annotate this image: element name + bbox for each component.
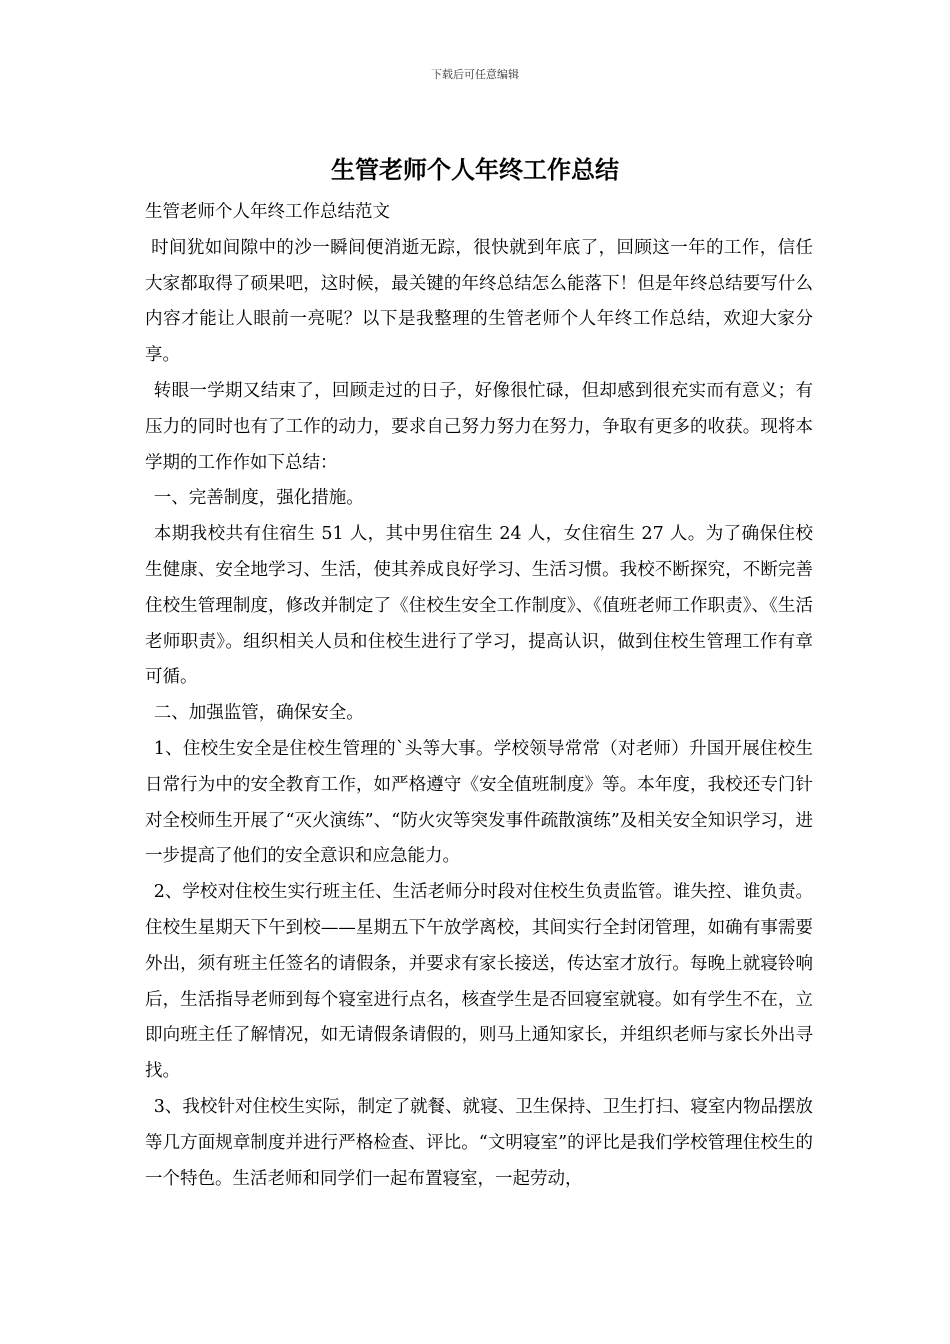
header-note: 下载后可任意编辑 [431,68,519,81]
section-heading-1: 一、完善制度，强化措施。 [153,488,364,509]
intro-paragraph: 时间犹如间隙中的沙一瞬间便消逝无踪，很快就到年底了，回顾这一年的工作，信任大家都取得了硕果吧，这时候，最关键的年终总结怎么能落下！但是年终总结要写什么内容才能让人眼前一亮呢？以下是我整理的生管老师个人年终工作总结，欢迎大家分享。 [145,237,813,366]
section-heading-2: 二、加强监管，确保安全。 [153,703,364,724]
section-2-item-2: 2、学校对住校生实行班主任、生活老师分时段对住校生负责监管。谁失控、谁负责。住校生星期天下午到校——星期五下午放学离校，其间实行全封闭管理，如确有事需要外出，须有班主任签名的请假条，并要求有家长接送，传达室才放行。每晚上就寝铃响后，生活指导老师到每个寝室进行点名，核查学生是否回寝室就寝。如有学生不在，立即向班主任了解情况，如无请假条请假的，则马上通知家长，并组织老师与家长外出寻找。 [145,882,813,1082]
overview-paragraph: 转眼一学期又结束了，回顾走过的日子，好像很忙碌，但却感到很充实而有意义；有压力的同时也有了工作的动力，要求自己努力努力在努力，争取有更多的收获。现将本学期的工作作如下总结： [145,380,813,473]
document-body [145,195,813,1197]
subtitle-paragraph: 生管老师个人年终工作总结范文 [145,202,390,222]
section-2-item-3: 3、我校针对住校生实际，制定了就餐、就寝、卫生保持、卫生打扫、寝室内物品摆放等几方面规章制度并进行严格检查、评比。“文明寝室”的评比是我们学校管理住校生的一个特色。生活老师和同学们一起布置寝室，一起劳动， [145,1096,813,1189]
section-1-paragraph: 本期我校共有住宿生 51 人，其中男住宿生 24 人，女住宿生 27 人。为了确保住校生健康、安全地学习、生活，使其养成良好学习、生活习惯。我校不断探究，不断完善住校生管理制度，修改并制定了《住校生安全工作制度》、《值班老师工作职责》、《生活老师职责》。组织相关人员和住校生进行了学习，提高认识，做到住校生管理工作有章可循。 [145,524,813,688]
section-2-item-1: 1、住校生安全是住校生管理的`头等大事。学校领导常常（对老师）升国开展住校生日常行为中的安全教育工作，如严格遵守《安全值班制度》等。本年度，我校还专门针对全校师生开展了“灭火演练”、“防火灾等突发事件疏散演练”及相关安全知识学习，进一步提高了他们的安全意识和应急能力。 [145,738,813,867]
document-title: 生管老师个人年终工作总结 [331,155,619,184]
